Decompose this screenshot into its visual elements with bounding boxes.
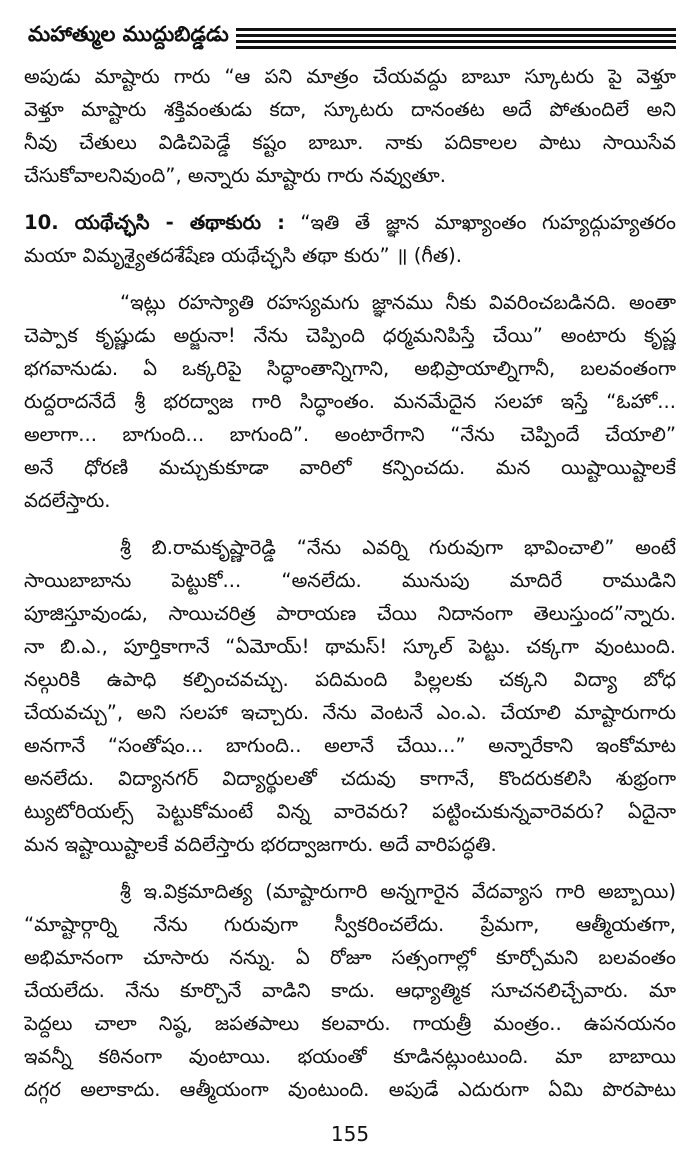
text-line: సాయిబాబాను పెట్టుకో... “అనలేదు. మునుపు మాదిరే రాముడిని: [24, 569, 676, 592]
paragraph: [24, 286, 676, 517]
paragraph: [24, 531, 676, 861]
text-line: పూజిస్తూవుండు, సాయిచరిత్ర పారాయణ చేయి నిదానంగా తెలుస్తుంద”న్నారు.: [24, 602, 676, 625]
text-line: అభిమానంగా చూసారు నన్ను. ఏ రోజూ సత్సంగాల్లో కూర్చోమని బలవంతం: [24, 946, 676, 969]
text-line: “మాష్టార్గార్ని నేను గురువుగా స్వీకరించలేదు. ప్రేమగా, ఆత్మీయతగా,: [24, 913, 676, 936]
text-line: అపుడు మాష్టారు గారు “ఆ పని మాత్రం చేయవద్దు బాబూ స్కూటరు పై వెళ్తూ: [24, 65, 676, 88]
text-line: శ్రీ బి.రామకృష్ణారెడ్డి “నేను ఎవర్ని గురువుగా భావించాలి” అంటే: [120, 536, 676, 559]
section-10: [24, 206, 676, 272]
text-line: చేయవచ్చు”, అని సలహా ఇచ్చారు. నేను వెంటనే ఎం.ఎ. చేయాలి మాష్టారుగారు: [24, 701, 676, 724]
verse-text: “ఇతి తే జ్ఞాన మాఖ్యాంతం గుహ్యద్గుహ్యతరం: [300, 211, 676, 234]
text-line: అనే ధోరణి మచ్చుకుకూడా వారిలో కన్పించదు. మన యిష్టాయిష్టాలకే: [24, 456, 676, 479]
text-line: శ్రీ ఇ.విక్రమాదిత్య (మాష్టారుగారి అన్నగారైన వేదవ్యాస గారి అబ్బాయి): [120, 880, 676, 903]
text-line: అలాగా... బాగుంది... బాగుంది”. అంటారేగాని “నేను చెప్పిందే చేయాలి”: [24, 423, 676, 446]
text-line: చేసుకోవాలనివుంది”, అన్నారు మాష్టారు గారు నవ్వుతూ.: [24, 164, 446, 187]
text-line: వదలేస్తారు.: [24, 489, 111, 512]
header-rule: [236, 40, 676, 43]
header-rule: [236, 28, 676, 31]
text-line: భగవానుడు. ఏ ఒక్కరిపై సిద్ధాంతాన్నిగాని, అభిప్రాయాల్నిగానీ, బలవంతంగా: [24, 357, 676, 380]
page-number: 155: [330, 1122, 370, 1146]
paragraph: [24, 875, 676, 1106]
text-line: “ఇట్లు రహస్యాతి రహస్యమగు జ్ఞానము నీకు వివరించబడినది. అంతా: [120, 291, 676, 314]
text-line: చేయలేదు. నేను కూర్చొనే వాడిని కాదు. ఆధ్యాత్మిక సూచనలిచ్చేవారు. మా: [24, 979, 676, 1002]
header-rules: [236, 28, 676, 52]
text-line: నల్గురికి ఉపాధి కల్పించవచ్చు. పదిమంది పిల్లలకు చక్కని విద్యా బోధ: [24, 668, 676, 691]
text-line: రుద్దరాదనేదే శ్రీ భరద్వాజ గారి సిద్ధాంతం. మనమేదైన సలహా ఇస్తే “ఓహో...: [24, 390, 676, 413]
text-line: అనగానే “సంతోషం... బాగుంది.. అలానే చేయి...” అన్నారేకాని ఇంకోమాట: [24, 734, 676, 757]
text-line: వెళ్తూ మాష్టారు శక్తివంతుడు కదా, స్కూటరు దానంతట అదే పోతుందిలే అని: [24, 98, 676, 121]
text-line: చెప్పాక కృష్ణుడు అర్జునా! నేను చెప్పింది ధర్మమనిపిస్తే చేయి” అంటారు కృష్ణ: [24, 324, 676, 347]
running-title: మహాత్ముల ముద్దుబిడ్డడు: [28, 22, 229, 46]
paragraph: [24, 60, 676, 192]
text-line: మన ఇష్టాయిష్టాలకే వదిలేస్తారు భరద్వాజగారు. అదే వారిపద్ధతి.: [24, 833, 497, 856]
page-header: [24, 8, 676, 56]
text-line: [24, 206, 676, 239]
text-line: ఇవన్నీ కఠినంగా వుంటాయి. భయంతో కూడినట్లుంటుంది. మా బాబాయి: [24, 1045, 676, 1068]
body-text: [24, 60, 676, 1106]
section-heading: 10. యథేచ్ఛసి - తథాకురు :: [24, 211, 285, 234]
text-line: దగ్గర అలాకాదు. ఆత్మీయంగా వుంటుంది. అపుడే ఎదురుగా ఏమి పొరపాటు: [24, 1078, 676, 1101]
header-rule: [236, 34, 676, 37]
text-line: నా బి.ఎ., పూర్తికాగానే “ఏమోయ్! థామస్! స్కూల్ పెట్టు. చక్కగా వుంటుంది.: [24, 635, 676, 658]
text-line: పెద్దలు చాలా నిష్ఠ, జపతపాలు కలవారు. గాయత్రీ మంత్రం.. ఉపనయనం: [24, 1012, 676, 1035]
text-line: అనలేదు. విద్యానగర్ విద్యార్థులతో చదువు కాగానే, కొందరుకలిసి శుభ్రంగా: [24, 767, 676, 790]
text-line: మయా విమృశ్యైతదశేషేణ యథేచ్ఛసి తథా కురు” ॥ (గీత).: [24, 244, 462, 267]
text-line: ట్యుటోరియల్స్ పెట్టుకోమంటే విన్న వారెవరు? పట్టించుకున్నవారెవరు? ఏదైనా: [24, 800, 676, 823]
header-rule: [236, 46, 676, 49]
text-line: నీవు చేతులు విడిచిపెడ్డే కష్టం బాబూ. నాకు పదికాలల పాటు సాయిసేవ: [24, 131, 676, 154]
